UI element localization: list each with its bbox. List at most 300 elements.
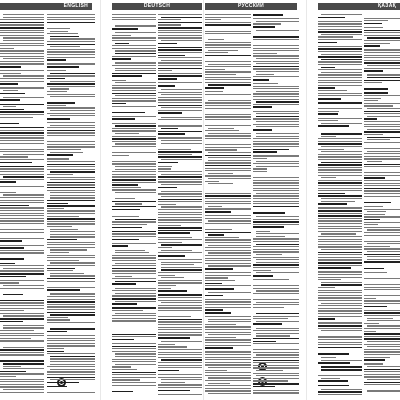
text-line [253, 318, 288, 319]
text-line [253, 357, 299, 358]
text-line [47, 386, 67, 388]
text-line [364, 374, 400, 375]
text-line [205, 175, 251, 176]
text-line [321, 284, 362, 286]
text-line [321, 330, 362, 331]
text-line [112, 351, 156, 352]
text-line [205, 17, 251, 18]
text-line [205, 283, 222, 285]
text-line [256, 91, 299, 92]
text-line [205, 299, 251, 300]
text-line [50, 361, 95, 362]
text-line [161, 244, 202, 246]
text-line [112, 65, 156, 66]
text-line [364, 246, 390, 247]
text-line [158, 55, 185, 57]
text-heading [318, 353, 349, 355]
text-line [205, 79, 251, 80]
text-line [318, 77, 362, 78]
text-line [158, 242, 182, 243]
text-line [158, 280, 202, 281]
text-heading [253, 386, 275, 388]
text-line [253, 68, 299, 69]
text-line [47, 169, 95, 170]
text-line [47, 242, 95, 243]
text-line [364, 153, 400, 154]
text-line [253, 88, 299, 89]
text-line [318, 226, 362, 227]
text-line [367, 320, 400, 321]
text-line [364, 185, 400, 186]
text-line [158, 354, 202, 355]
text-line [158, 310, 202, 311]
text-line [161, 269, 202, 271]
text-line [47, 348, 64, 349]
text-line [253, 146, 299, 147]
text-line [112, 206, 156, 208]
text-line [205, 232, 251, 234]
text-line [205, 61, 251, 62]
text-heading [0, 321, 23, 323]
text-heading [0, 83, 18, 85]
text-line [253, 53, 277, 54]
text-line [115, 353, 156, 354]
text-line [47, 41, 95, 42]
text-line [158, 179, 202, 180]
text-line [205, 31, 251, 32]
text-line [0, 371, 26, 373]
text-line [158, 52, 202, 53]
text-line [364, 272, 387, 273]
text-line [318, 244, 362, 245]
text-line [47, 190, 95, 191]
text-line [205, 239, 251, 240]
text-line [318, 308, 362, 309]
text-line [364, 214, 385, 215]
text-line [161, 184, 202, 185]
text-line [112, 369, 137, 370]
text-heading [253, 129, 272, 131]
text-line [318, 120, 338, 121]
text-heading [205, 87, 224, 89]
text-line [205, 14, 251, 15]
text-line [0, 252, 44, 253]
text-line [205, 307, 251, 308]
text-line [318, 111, 339, 112]
text-line [47, 78, 65, 80]
text-line [0, 245, 44, 246]
text-line [112, 343, 156, 344]
text-line [256, 328, 299, 329]
text-line [47, 146, 95, 147]
text-line [0, 48, 14, 49]
text-line [253, 55, 299, 56]
text-line [318, 322, 362, 323]
text-line [3, 294, 23, 296]
text-line [364, 235, 400, 236]
text-line [47, 149, 81, 150]
text-line [364, 131, 400, 133]
text-line [364, 224, 378, 225]
text-line [364, 287, 400, 288]
text-heading [253, 106, 272, 108]
text-line [256, 375, 299, 376]
text-line [321, 369, 362, 371]
text-line [3, 368, 44, 369]
text-heading [112, 118, 135, 120]
text-line [112, 116, 156, 117]
text-heading [158, 290, 187, 292]
text-line [112, 176, 156, 177]
text-line [256, 262, 299, 263]
text-line [112, 17, 156, 18]
text-line [115, 166, 156, 167]
text-line [161, 117, 202, 118]
text-line [3, 154, 44, 155]
text-line [158, 204, 176, 205]
text-line [364, 105, 393, 106]
text-line [0, 263, 15, 265]
text-line [318, 344, 362, 345]
text-line [158, 166, 172, 167]
text-line [205, 149, 237, 150]
text-line [208, 64, 251, 65]
text-line [0, 202, 44, 203]
text-line [256, 166, 299, 167]
text-line [318, 300, 362, 301]
text-heading [158, 43, 177, 45]
text-line [158, 75, 202, 77]
text-line [256, 113, 299, 114]
text-line [0, 330, 34, 331]
text-line [205, 162, 251, 163]
text-line [253, 180, 299, 181]
text-line [161, 262, 202, 263]
text-line [112, 136, 156, 137]
text-line [364, 232, 400, 233]
text-line [205, 91, 223, 92]
text-line [112, 255, 156, 256]
text-line [364, 156, 400, 157]
text-line [158, 149, 191, 150]
text-line [205, 332, 251, 333]
text-heading [318, 318, 335, 320]
text-line [0, 229, 44, 230]
text-line [318, 295, 362, 296]
text-line [0, 200, 44, 201]
text-line [253, 285, 299, 286]
text-heading [205, 211, 231, 213]
text-line [205, 362, 251, 363]
text-line [47, 205, 95, 207]
text-line [208, 292, 251, 293]
text-line [367, 108, 400, 109]
text-line [3, 40, 44, 41]
text-line [318, 169, 362, 170]
gutter-2 [203, 0, 204, 400]
text-line [205, 94, 251, 95]
text-line [158, 37, 202, 38]
text-heading [318, 98, 341, 100]
text-line [158, 324, 202, 325]
text-line [158, 70, 172, 71]
text-line [112, 268, 156, 270]
text-heading [112, 339, 134, 341]
header-band-deutsch [112, 3, 202, 10]
text-line [0, 156, 28, 157]
text-line [50, 234, 95, 235]
text-line [47, 63, 95, 64]
text-line [47, 281, 95, 282]
text-line [367, 390, 400, 391]
text-line [205, 138, 251, 139]
text-line [161, 174, 202, 175]
text-line [321, 146, 362, 147]
text-line [318, 287, 335, 288]
text-line [158, 300, 202, 301]
text-line [0, 186, 44, 187]
text-line [253, 188, 299, 189]
text-line [158, 394, 202, 395]
text-line [205, 390, 251, 391]
text-line [3, 366, 21, 367]
text-line [208, 245, 251, 246]
text-line [0, 179, 44, 180]
text-line [3, 14, 44, 15]
text-line [364, 32, 400, 33]
text-line [115, 192, 156, 193]
text-line [253, 93, 299, 94]
text-line [318, 46, 362, 47]
text-line [47, 83, 95, 85]
text-line [208, 173, 233, 174]
text-line [0, 333, 44, 334]
text-line [50, 275, 95, 276]
text-line [321, 366, 362, 368]
text-line [158, 219, 202, 220]
text-line [364, 312, 400, 314]
text-line [47, 317, 68, 318]
text-line [364, 98, 381, 99]
text-line [112, 37, 156, 38]
text-line [256, 259, 299, 260]
text-line [318, 213, 362, 214]
text-line [256, 30, 299, 31]
text-line [205, 388, 251, 389]
text-line [364, 331, 376, 332]
text-line [364, 216, 400, 217]
text-line [115, 288, 156, 289]
text-line [318, 252, 362, 254]
text-line [318, 29, 362, 30]
text-line [205, 71, 251, 72]
text-line [50, 262, 95, 263]
text-line [367, 211, 386, 212]
text-line [256, 126, 299, 127]
text-line [253, 343, 299, 344]
text-line [364, 369, 400, 371]
text-line [0, 352, 44, 353]
text-line [0, 159, 44, 160]
text-line [50, 252, 69, 253]
text-line [321, 282, 362, 283]
text-line [47, 322, 95, 323]
text-line [364, 188, 400, 190]
text-line [112, 14, 156, 15]
text-line [318, 56, 362, 58]
text-line [367, 65, 400, 66]
text-line [0, 205, 29, 207]
text-line [253, 249, 299, 250]
text-line [0, 373, 44, 374]
text-heading [318, 17, 345, 19]
text-line [318, 347, 362, 349]
text-line [47, 296, 95, 297]
text-line [364, 254, 400, 256]
text-line [0, 247, 24, 249]
text-line [0, 313, 44, 314]
text-line [158, 156, 202, 158]
text-line [47, 278, 95, 280]
text-line [158, 57, 202, 58]
text-line [318, 69, 362, 70]
text-line [158, 22, 202, 24]
text-line [253, 293, 299, 294]
text-line [115, 169, 156, 170]
text-line [0, 379, 44, 380]
text-line [367, 77, 400, 79]
text-line [364, 43, 390, 44]
text-line [364, 124, 400, 125]
text-line [0, 265, 44, 266]
text-line [158, 294, 202, 296]
text-line [161, 60, 202, 61]
text-line [47, 340, 95, 341]
text-heading [47, 331, 67, 333]
text-line [364, 175, 400, 176]
text-line [253, 149, 289, 151]
text-line [208, 183, 233, 184]
text-line [318, 141, 362, 142]
text-line [112, 348, 156, 349]
text-line [208, 234, 224, 236]
text-heading [364, 268, 384, 270]
text-line [0, 109, 24, 111]
text-line [47, 107, 95, 108]
text-line [0, 117, 33, 118]
text-line [115, 313, 156, 314]
text-line [318, 254, 362, 255]
text-line [364, 68, 400, 69]
text-line [0, 19, 44, 20]
text-line [0, 213, 44, 214]
text-line [253, 392, 299, 393]
text-line [318, 90, 347, 91]
text-line [253, 182, 299, 183]
text-heading [158, 85, 175, 87]
text-heading [0, 181, 16, 183]
text-line [112, 265, 156, 266]
text-line [318, 149, 344, 150]
text-line [256, 370, 283, 371]
text-line [367, 137, 400, 139]
text-line [318, 328, 362, 329]
text-line [253, 96, 299, 97]
text-line [161, 277, 184, 278]
text-line [112, 290, 156, 291]
text-line [253, 45, 299, 46]
text-line [318, 310, 362, 311]
text-line [161, 40, 202, 41]
text-line [208, 321, 251, 322]
text-line [115, 50, 156, 51]
text-line [47, 22, 95, 24]
text-line [205, 215, 251, 216]
text-line [47, 184, 95, 185]
text-line [112, 138, 156, 140]
text-line [318, 265, 362, 266]
text-line [367, 161, 382, 162]
text-line [364, 166, 400, 167]
text-line [0, 56, 44, 57]
text-line [47, 213, 95, 214]
text-line [256, 193, 299, 194]
text-line [0, 24, 44, 25]
text-line [50, 314, 95, 316]
text-line [205, 218, 251, 219]
text-line [205, 47, 251, 48]
text-line [253, 104, 299, 105]
text-heading [158, 133, 185, 135]
text-line [115, 198, 135, 199]
text-line [367, 366, 400, 367]
text-line [158, 365, 202, 366]
header-band-english [0, 3, 92, 10]
text-line [158, 332, 202, 333]
text-line [0, 360, 44, 362]
text-line [161, 128, 178, 130]
text-line [3, 285, 44, 286]
text-line [115, 62, 156, 63]
text-line [205, 301, 251, 302]
text-line [256, 63, 299, 64]
text-line [0, 305, 44, 306]
text-line [158, 137, 202, 138]
text-line [364, 384, 400, 385]
text-heading [112, 209, 140, 211]
text-line [318, 325, 362, 327]
text-line [115, 356, 156, 357]
text-line [158, 346, 187, 347]
text-heading [253, 79, 269, 81]
text-line [115, 25, 156, 26]
text-line [253, 367, 299, 368]
text-line [318, 164, 362, 166]
text-line [364, 18, 400, 19]
text-line [0, 87, 44, 88]
text-line [205, 345, 251, 346]
text-line [256, 116, 299, 118]
text-line [205, 130, 239, 131]
text-line [208, 252, 251, 253]
text-line [208, 178, 251, 179]
text-line [0, 215, 44, 216]
text-line [253, 299, 299, 300]
text-line [47, 223, 95, 224]
text-line [158, 297, 202, 298]
text-line [47, 130, 95, 132]
text-line [161, 159, 202, 160]
